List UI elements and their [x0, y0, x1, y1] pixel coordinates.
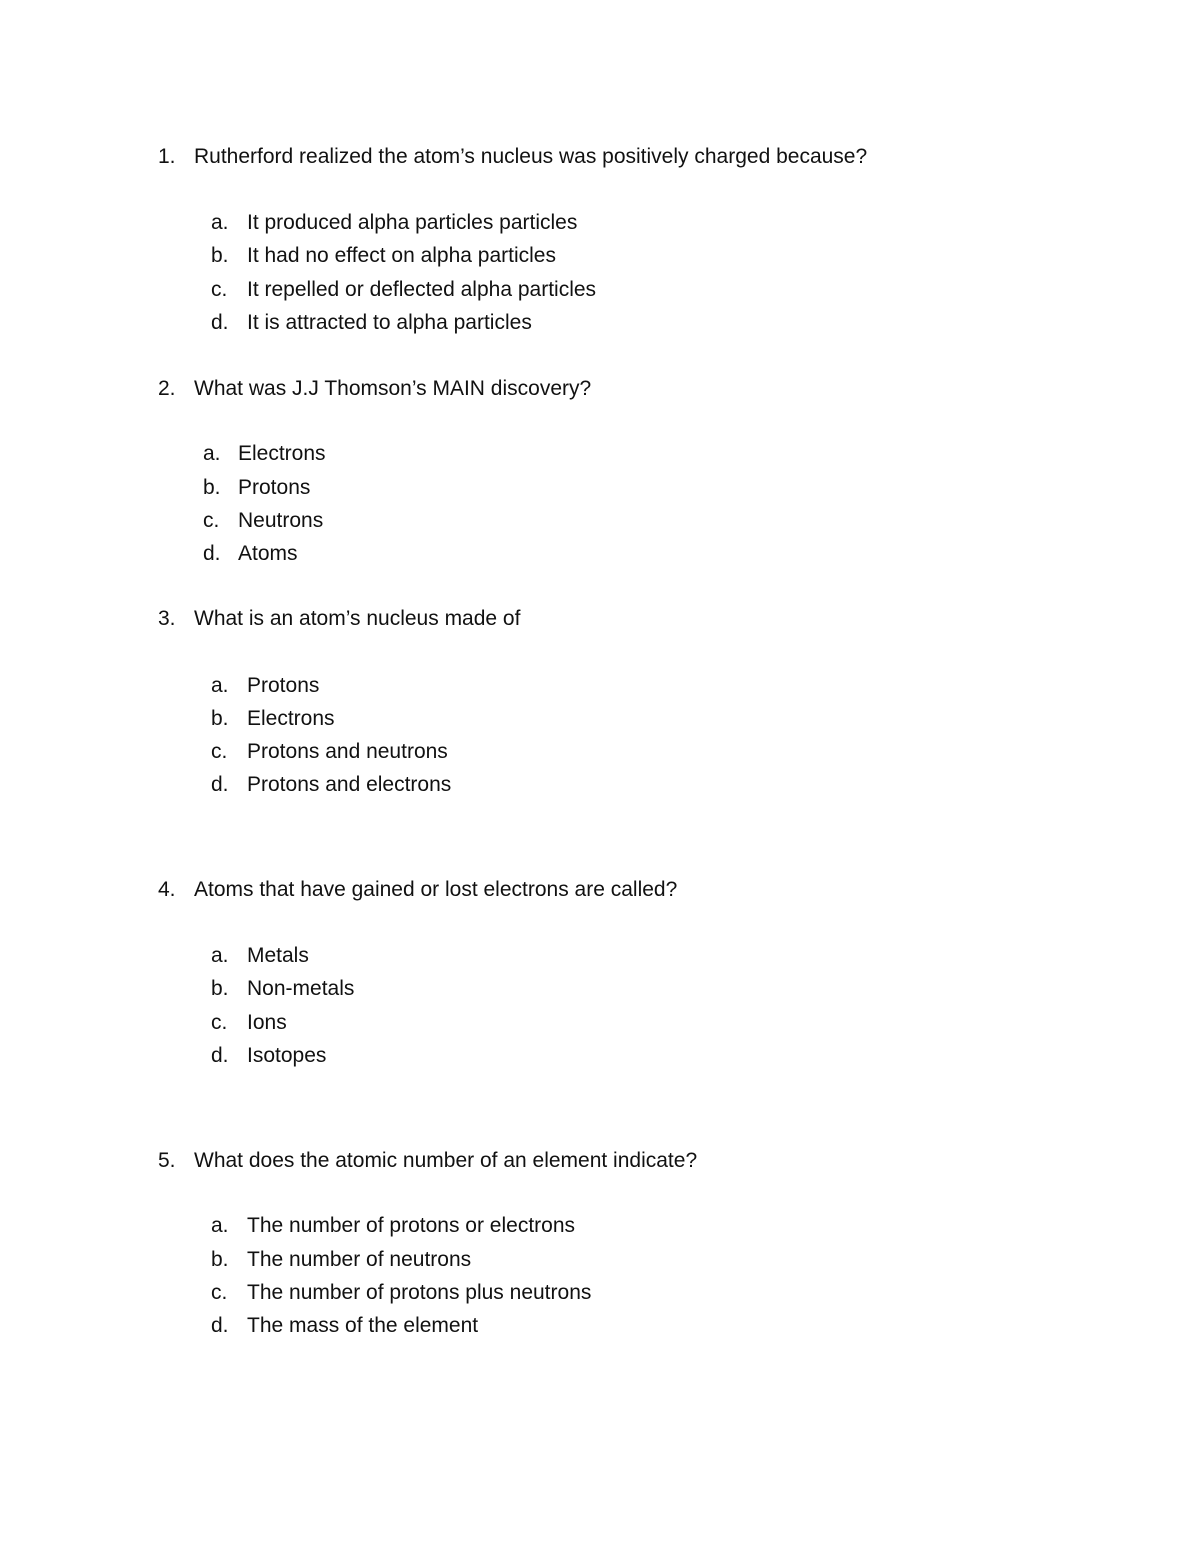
option-letter: b. — [211, 244, 229, 267]
question-text: Atoms that have gained or lost electrons are called? — [194, 878, 678, 901]
option-letter: b. — [211, 977, 229, 1000]
option-text: Protons — [247, 674, 320, 697]
option-text: Electrons — [247, 707, 335, 730]
option-text: Protons — [238, 476, 311, 499]
option-letter: d. — [211, 1044, 229, 1067]
option-text: Atoms — [238, 542, 298, 565]
option-letter: c. — [203, 509, 220, 532]
option-letter: b. — [211, 707, 229, 730]
option-text: The number of protons or electrons — [247, 1214, 576, 1237]
option-text: Protons and neutrons — [247, 740, 448, 763]
option-text: The number of neutrons — [247, 1248, 472, 1271]
option-letter: c. — [211, 1281, 228, 1304]
question-text: What was J.J Thomson’s MAIN discovery? — [194, 377, 592, 400]
option-letter: d. — [211, 773, 229, 796]
question-text: Rutherford realized the atom’s nucleus was positively charged because? — [194, 145, 868, 168]
option-text: Protons and electrons — [247, 773, 452, 796]
option-letter: d. — [211, 311, 229, 334]
option-letter: a. — [211, 944, 229, 967]
option-letter: b. — [203, 476, 221, 499]
option-letter: d. — [203, 542, 221, 565]
question-text: What does the atomic number of an element indicate? — [194, 1149, 698, 1172]
option-text: The mass of the element — [247, 1314, 479, 1337]
option-letter: d. — [211, 1314, 229, 1337]
option-letter: c. — [211, 1011, 228, 1034]
option-text: Ions — [247, 1011, 287, 1034]
question-number: 5. — [158, 1149, 176, 1172]
option-text: It is attracted to alpha particles — [247, 311, 532, 334]
option-letter: c. — [211, 278, 228, 301]
option-text: It had no effect on alpha particles — [247, 244, 556, 267]
option-letter: c. — [211, 740, 228, 763]
question-number: 2. — [158, 377, 176, 400]
question-number: 1. — [158, 145, 176, 168]
option-letter: a. — [211, 1214, 229, 1237]
option-letter: b. — [211, 1248, 229, 1271]
option-letter: a. — [211, 211, 229, 234]
option-text: The number of protons plus neutrons — [247, 1281, 592, 1304]
option-text: It repelled or deflected alpha particles — [247, 278, 597, 301]
option-text: Neutrons — [238, 509, 324, 532]
option-letter: a. — [211, 674, 229, 697]
option-text: It produced alpha particles particles — [247, 211, 578, 234]
question-number: 3. — [158, 607, 176, 630]
option-letter: a. — [203, 442, 221, 465]
question-text: What is an atom’s nucleus made of — [194, 607, 521, 630]
option-text: Electrons — [238, 442, 326, 465]
option-text: Non-metals — [247, 977, 355, 1000]
option-text: Metals — [247, 944, 309, 967]
option-text: Isotopes — [247, 1044, 327, 1067]
question-number: 4. — [158, 878, 176, 901]
